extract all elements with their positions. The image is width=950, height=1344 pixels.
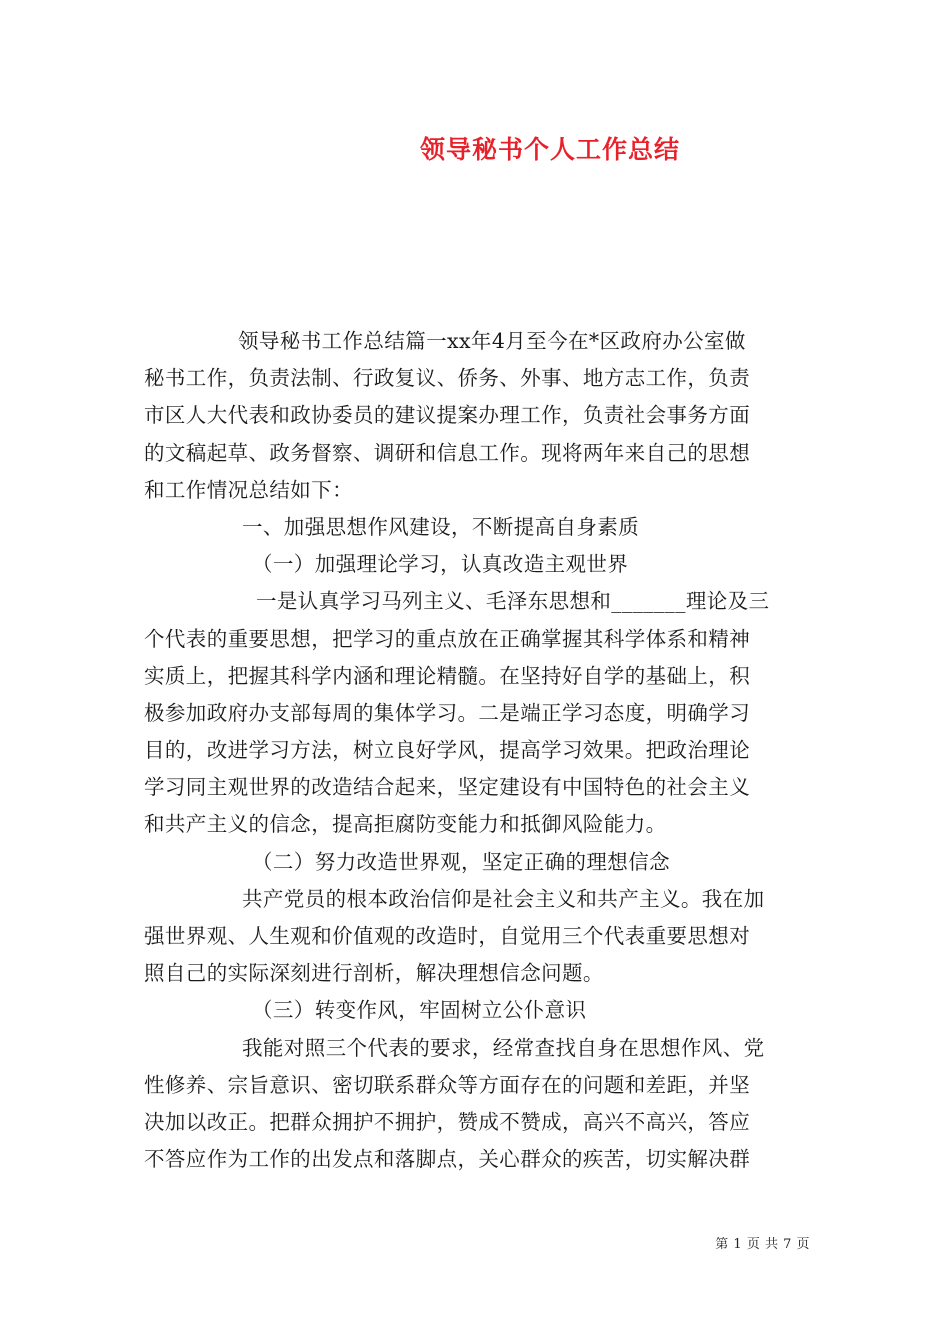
paragraph-line: 性修养、宗旨意识、密切联系群众等方面存在的问题和差距，并坚 [144, 1072, 751, 1097]
paragraph-line: 共产党员的根本政治信仰是社会主义和共产主义。我在加 [242, 886, 765, 911]
paragraph-line: 领导秘书工作总结篇一xx年4月至今在*区政府办公室做 [238, 329, 746, 353]
subsection-heading: （二）努力改造世界观，坚定正确的理想信念 [252, 849, 670, 874]
paragraph-line: 和共产主义的信念，提高拒腐防变能力和抵御风险能力。 [144, 812, 667, 837]
subsection-heading: （三）转变作风，牢固树立公仆意识 [252, 998, 587, 1023]
paragraph-line: 我能对照三个代表的要求，经常查找自身在思想作风、党 [242, 1035, 765, 1060]
paragraph-line: 一是认真学习马列主义、毛泽东思想和_______理论及三 [256, 589, 770, 614]
paragraph-line: 学习同主观世界的改造结合起来，坚定建设有中国特色的社会主义 [144, 775, 751, 800]
paragraph-line: 市区人大代表和政协委员的建议提案办理工作，负责社会事务方面 [144, 403, 751, 428]
paragraph-line: 的文稿起草、政务督察、调研和信息工作。现将两年来自己的思想 [144, 440, 751, 465]
section-heading: 一、加强思想作风建设，不断提高自身素质 [242, 514, 640, 539]
paragraph-line: 秘书工作，负责法制、行政复议、侨务、外事、地方志工作，负责 [144, 366, 751, 391]
paragraph-line: 极参加政府办支部每周的集体学习。二是端正学习态度，明确学习 [144, 700, 751, 725]
body-text [144, 323, 808, 1178]
paragraph-line: 决加以改正。把群众拥护不拥护，赞成不赞成，高兴不高兴，答应 [144, 1109, 751, 1134]
paragraph-line: 个代表的重要思想，把学习的重点放在正确掌握其科学体系和精神 [144, 626, 751, 651]
page-title: 领导秘书个人工作总结 [419, 135, 680, 164]
paragraph-line: 不答应作为工作的出发点和落脚点，关心群众的疾苦，切实解决群 [144, 1147, 751, 1172]
paragraph-line: 实质上，把握其科学内涵和理论精髓。在坚持好自学的基础上，积 [144, 663, 751, 688]
paragraph-line: 强世界观、人生观和价值观的改造时，自觉用三个代表重要思想对 [144, 924, 751, 948]
paragraph-line: 和工作情况总结如下： [144, 477, 353, 502]
paragraph-line: 照自己的实际深刻进行剖析，解决理想信念问题。 [144, 961, 604, 986]
subsection-heading: （一）加强理论学习，认真改造主观世界 [252, 552, 629, 577]
page-number: 第 1 页 共 7 页 [715, 1237, 810, 1252]
paragraph-line: 目的，改进学习方法，树立良好学风，提高学习效果。把政治理论 [144, 738, 751, 763]
